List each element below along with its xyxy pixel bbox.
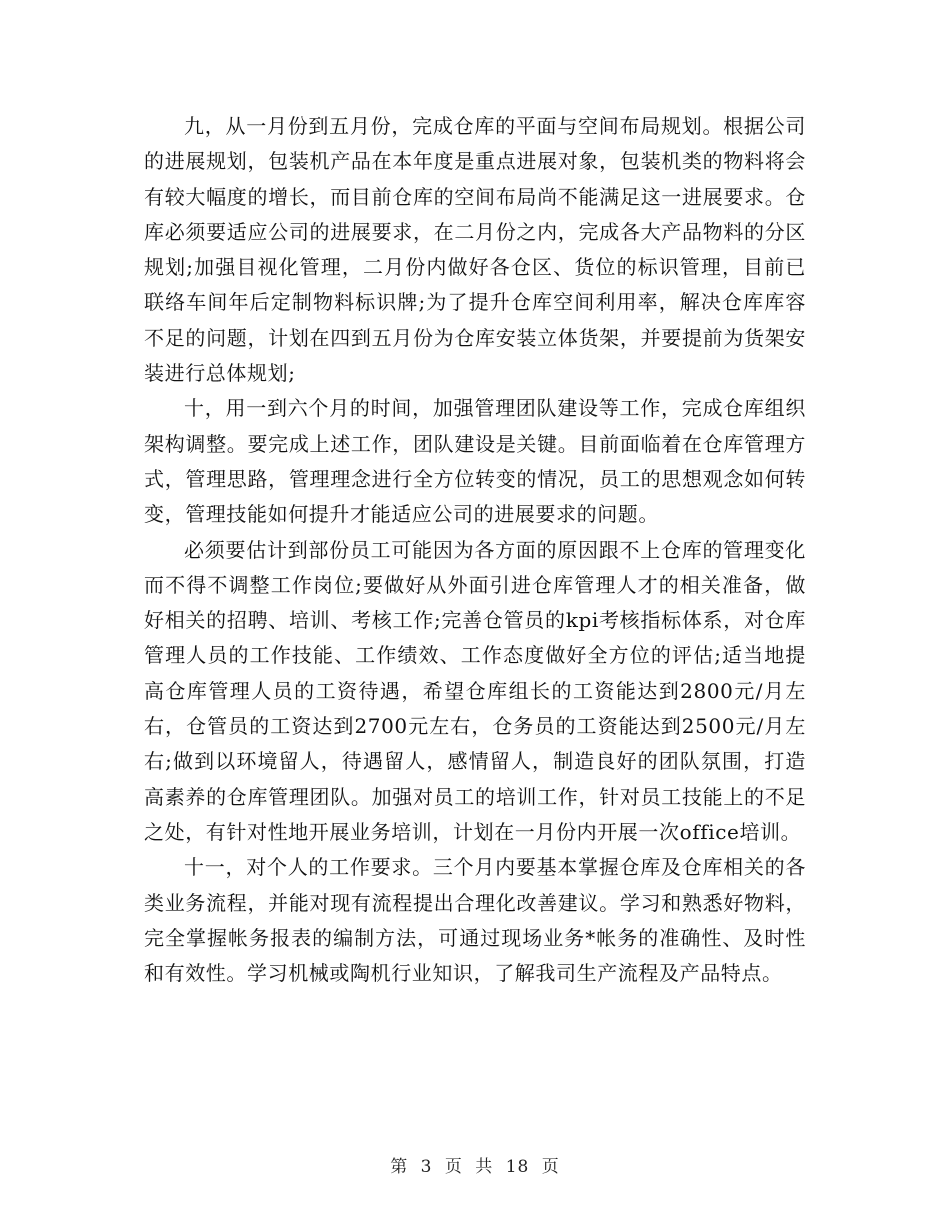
document-body — [144, 109, 806, 991]
paragraph-9: 九，从一月份到五月份，完成仓库的平面与空间布局规划。根据公司的进展规划，包装机产品在本年度是重点进展对象，包装机类的物料将会有较大幅度的增长，而目前仓库的空间布局尚不能满足这一进展要求。仓库必须要适应公司的进展要求，在二月份之内，完成各大产品物料的分区规划;加强目视化管理，二月份内做好各仓区、货位的标识管理，目前已联络车间年后定制物料标识牌;为了提升仓库空间利用率，解决仓库库容不足的问题，计划在四到五月份为仓库安装立体货架，并要提前为货架安装进行总体规划; — [144, 114, 807, 386]
paragraph-10-continued: 必须要估计到部份员工可能因为各方面的原因跟不上仓库的管理变化而不得不调整工作岗位;要做好从外面引进仓库管理人才的相关准备，做好相关的招聘、培训、考核工作;完善仓管员的kpi考核指标体系，对仓库管理人员的工作技能、工作绩效、工作态度做好全方位的评估;适当地提高仓库管理人员的工资待遇，希望仓库组长的工资能达到2800元/月左右，仓管员的工资达到2700元左右，仓务员的工资能达到2500元/月左右;做到以环境留人，待遇留人，感情留人，制造良好的团队氛围，打造高素养的仓库管理团队。加强对员工的培训工作，针对员工技能上的不足之处，有针对性地开展业务培训，计划在一月份内开展一次office培训。 — [144, 537, 806, 844]
page-number-footer: 第 3 页 共 18 页 — [390, 1157, 560, 1177]
paragraph-11: 十一，对个人的工作要求。三个月内要基本掌握仓库及仓库相关的各类业务流程，并能对现有流程提出合理化改善建议。学习和熟悉好物料，完全掌握帐务报表的编制方法，可通过现场业务*帐务的准确性、及时性和有效性。学习机械或陶机行业知识，了解我司生产流程及产品特点。 — [144, 855, 806, 986]
paragraph-10: 十，用一到六个月的时间，加强管理团队建设等工作，完成仓库组织架构调整。要完成上述工作，团队建设是关键。目前面临着在仓库管理方式，管理思路，管理理念进行全方位转变的情况，员工的思想观念如何转变，管理技能如何提升才能适应公司的进展要求的问题。 — [144, 396, 806, 527]
